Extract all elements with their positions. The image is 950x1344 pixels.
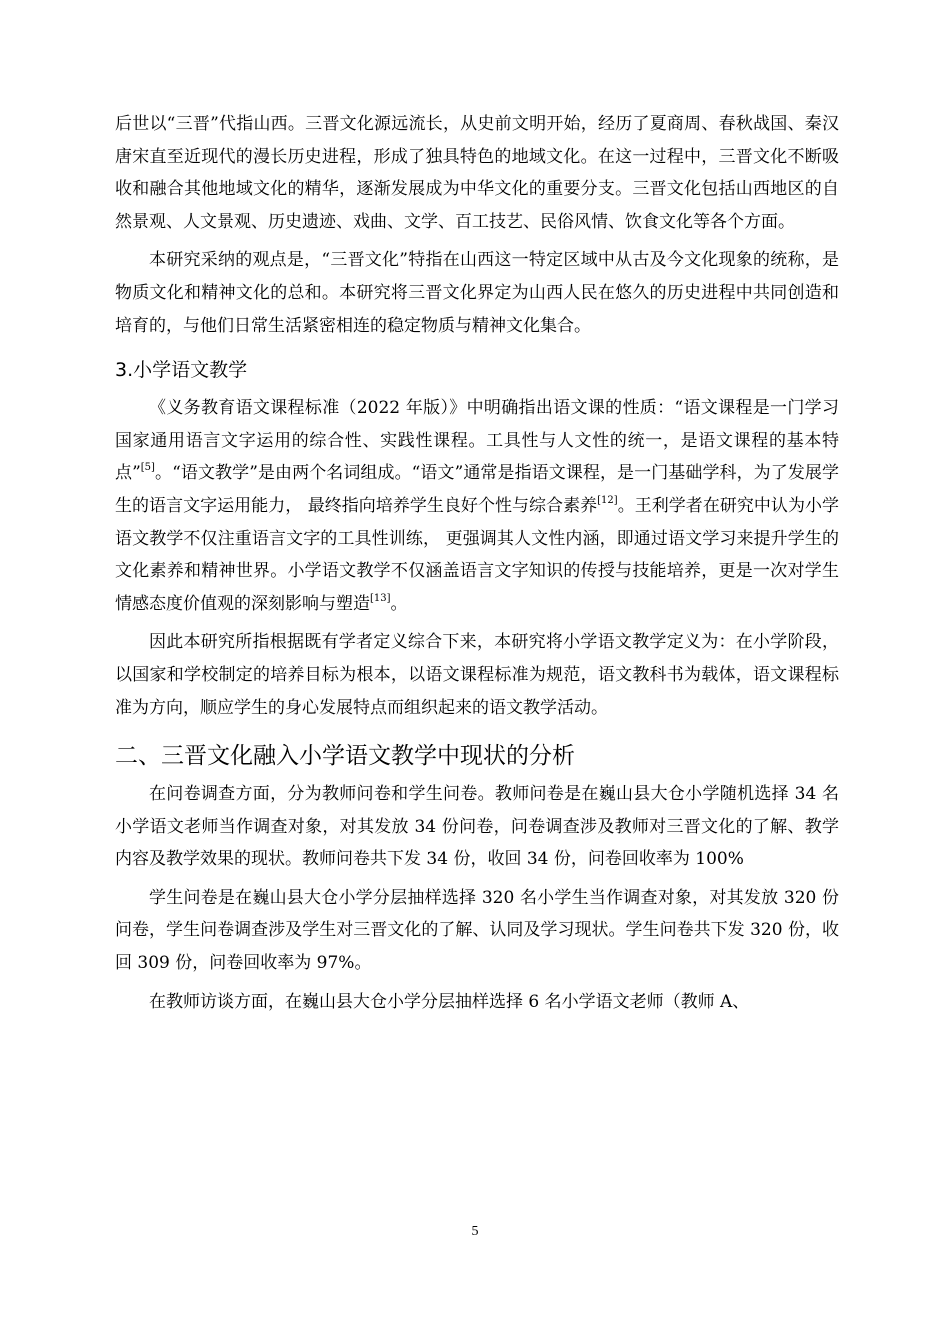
paragraph-curriculum-standard xyxy=(115,392,839,620)
section-heading-chinese-teaching: 3.小学语文教学 xyxy=(115,359,248,382)
text-run: 。 xyxy=(390,593,408,614)
paragraph-teaching-definition: 因此本研究所指根据既有学者定义综合下来，本研究将小学语文教学定义为：在小学阶段，以国家和学校制定的培养目标为根本，以语文课程标准为规范，语文教科书为载体，语文课程标准为方向，顺应学生的身心发展特点而组织起来的语文教学活动。 xyxy=(115,632,839,718)
text-run: 。王利学者在研究中认为小学语文教学不仅注重语言文字的工具性训练， 更强调其人文性内涵，即通过语文学习来提升学生的文化素养和精神世界。小学语文教学不仅涵盖语言文字知识的传授与技能培养，更是一次对学生情感态度价值观的深刻影响与塑造 xyxy=(115,495,840,614)
citation-ref: [13] xyxy=(370,592,391,604)
text-run: 。“语文教学”是由两个名词组成。“语文”通常是指语文课程，是一门基础学科，为了发展学生的语言文字运用能力， 最终指向培养学生良好个性与综合素养 xyxy=(115,463,839,516)
page-number: 5 xyxy=(471,1224,479,1239)
chapter-heading-status-analysis: 二、三晋文化融入小学语文教学中现状的分析 xyxy=(115,743,575,770)
paragraph-sanjin-history: 后世以“三晋”代指山西。三晋文化源远流长，从史前文明开始，经历了夏商周、春秋战国、秦汉唐宋直至近现代的漫长历史进程，形成了独具特色的地域文化。在这一过程中，三晋文化不断吸收和融合其他地域文化的精华，逐渐发展成为中华文化的重要分支。三晋文化包括山西地区的自然景观、人文景观、历史遗迹、戏曲、文学、百工技艺、民俗风情、饮食文化等各个方面。 xyxy=(115,114,839,232)
paragraph-sanjin-definition: 本研究采纳的观点是，“三晋文化”特指在山西这一特定区域中从古及今文化现象的统称，是物质文化和精神文化的总和。本研究将三晋文化界定为山西人民在悠久的历史进程中共同创造和培育的，与他们日常生活紧密相连的稳定物质与精神文化集合。 xyxy=(115,250,839,336)
citation-ref: [5] xyxy=(140,462,155,474)
paragraph-student-survey: 学生问卷是在巍山县大仓小学分层抽样选择 320 名小学生当作调查对象，对其发放 320 份问卷，学生问卷调查涉及学生对三晋文化的了解、认同及学习现状。学生问卷共下发 320 份，收回 309 份，问卷回收率为 97%。 xyxy=(115,887,839,974)
document-body xyxy=(115,108,839,1024)
citation-ref: [12] xyxy=(597,494,618,506)
paragraph-teacher-survey: 在问卷调查方面，分为教师问卷和学生问卷。教师问卷是在巍山县大仓小学随机选择 34 名小学语文老师当作调查对象，对其发放 34 份问卷，问卷调查涉及教师对三晋文化的了解、教学内容及教学效果的现状。教师问卷共下发 34 份，收回 34 份，问卷回收率为 100% xyxy=(115,784,839,870)
text-run: 《义务教育语文课程标准（2022 年版）》中明确指出语文课的性质：“语文课程是一门学习国家通用语言文字运用的综合性、实践性课程。工具性与人文性的统一，是语文课程的基本特点” xyxy=(115,398,839,484)
paragraph-teacher-interview: 在教师访谈方面，在巍山县大仓小学分层抽样选择 6 名小学语文老师（教师 A、 xyxy=(149,991,750,1012)
